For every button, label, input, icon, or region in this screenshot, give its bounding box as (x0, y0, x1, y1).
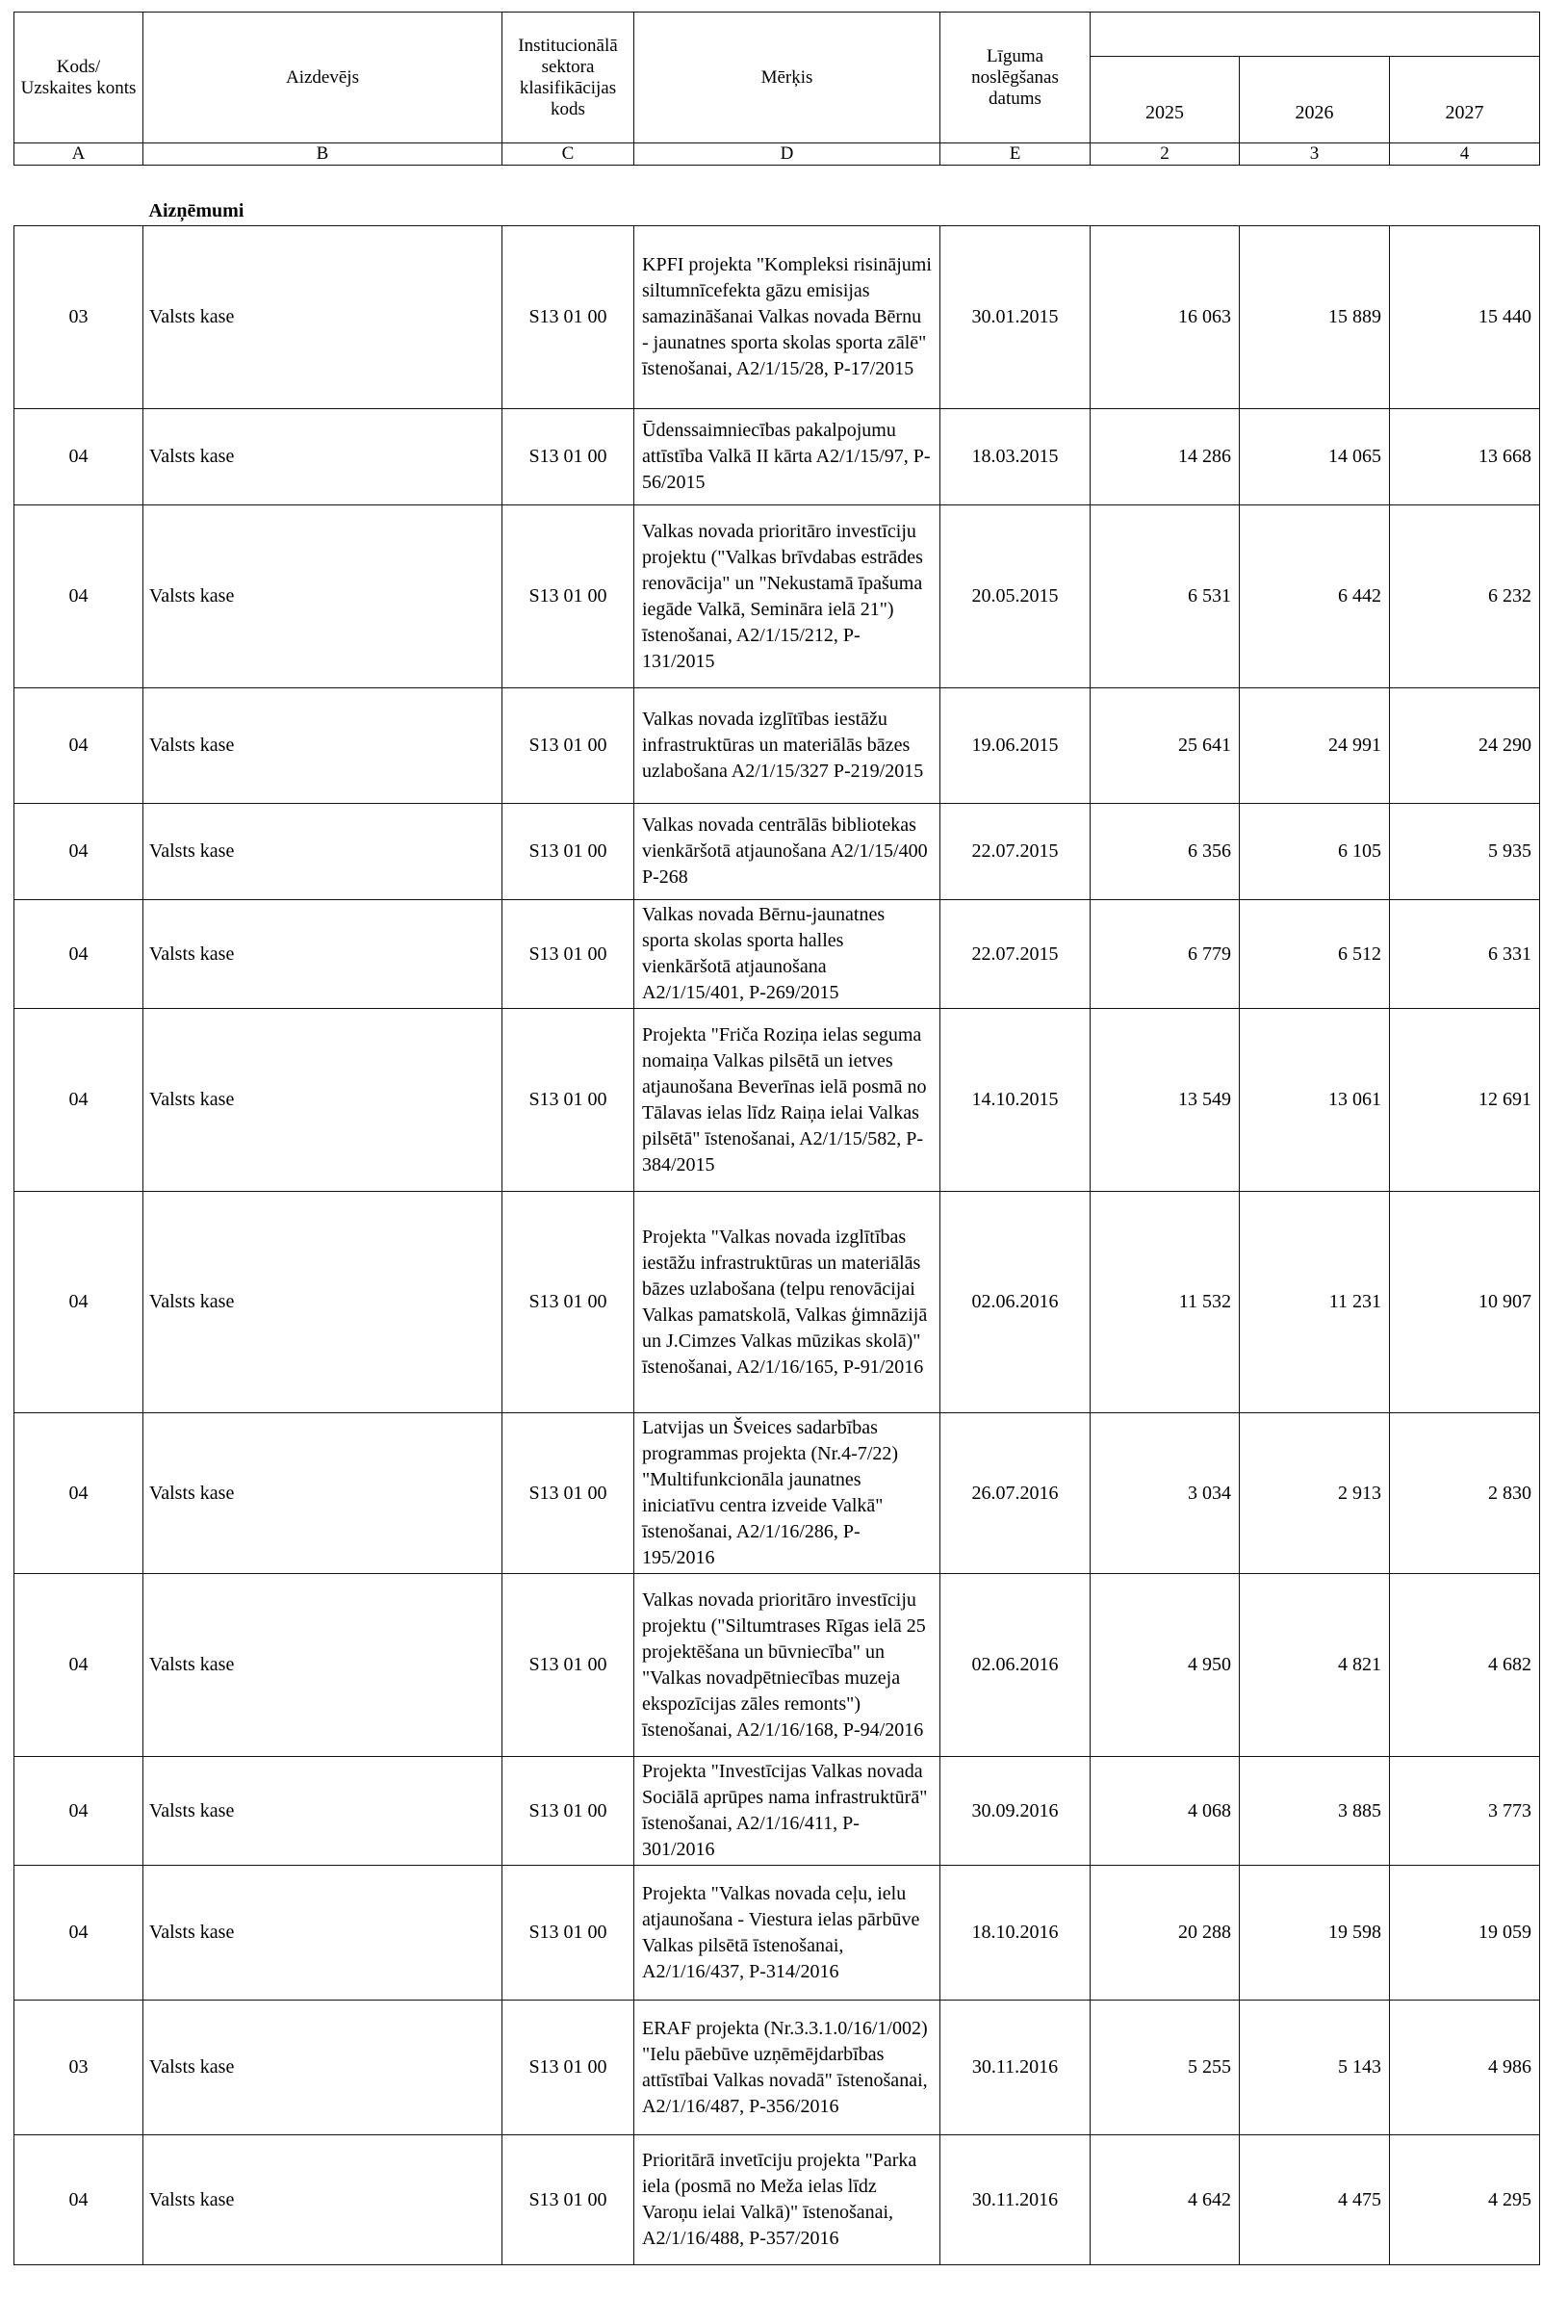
row-code: 04 (14, 1192, 143, 1413)
row-value-2026: 6 512 (1240, 900, 1390, 1009)
row-lender: Valsts kase (143, 2001, 502, 2135)
row-code: 04 (14, 1866, 143, 2001)
row-lender: Valsts kase (143, 226, 502, 409)
row-value-2026: 24 991 (1240, 688, 1390, 804)
row-sector-code: S13 01 00 (502, 688, 634, 804)
row-date: 20.05.2015 (940, 505, 1091, 688)
row-value-2026: 4 475 (1240, 2135, 1390, 2265)
header-year-2026: 2026 (1240, 57, 1390, 143)
row-value-2026: 4 821 (1240, 1574, 1390, 1757)
row-sector-code: S13 01 00 (502, 804, 634, 900)
row-code: 04 (14, 409, 143, 505)
row-value-2027: 24 290 (1390, 688, 1540, 804)
row-goal: Prioritārā invetīciju projekta "Parka iela (posmā no Meža ielas līdz Varoņu ielai Valkā)" īstenošanai, A2/1/16/488, P-357/2016 (634, 2135, 940, 2265)
row-code: 04 (14, 1009, 143, 1192)
row-sector-code: S13 01 00 (502, 1757, 634, 1866)
table-row (14, 1757, 1540, 1866)
row-value-2026: 6 442 (1240, 505, 1390, 688)
header-lender: Aizdevējs (143, 13, 502, 143)
row-code: 04 (14, 1413, 143, 1574)
row-value-2027: 6 331 (1390, 900, 1540, 1009)
row-value-2027: 3 773 (1390, 1757, 1540, 1866)
table-row (14, 1413, 1540, 1574)
row-value-2027: 6 232 (1390, 505, 1540, 688)
row-goal: Projekta "Friča Roziņa ielas seguma nomaiņa Valkas pilsētā un ietves atjaunošana Beverīnas ielā posmā no Tālavas ielas līdz Raiņa ielai Valkas pilsētā" īstenošanai, A2/1/15/582, P-384/2015 (634, 1009, 940, 1192)
row-code: 03 (14, 226, 143, 409)
column-letter: C (502, 143, 634, 166)
row-value-2026: 13 061 (1240, 1009, 1390, 1192)
header-sector: Institucionālā sektora klasifikācijas kods (502, 13, 634, 143)
row-value-2027: 4 682 (1390, 1574, 1540, 1757)
row-goal: Ūdenssaimniecības pakalpojumu attīstība Valkā II kārta A2/1/15/97, P-56/2015 (634, 409, 940, 505)
row-value-2025: 13 549 (1091, 1009, 1240, 1192)
row-value-2025: 4 642 (1091, 2135, 1240, 2265)
row-value-2025: 20 288 (1091, 1866, 1240, 2001)
row-goal: ERAF projekta (Nr.3.3.1.0/16/1/002) "Ielu pāebūve uzņēmējdarbības attīstībai Valkas novadā" īstenošanai, A2/1/16/487, P-356/2016 (634, 2001, 940, 2135)
column-letter: B (143, 143, 502, 166)
row-goal: Valkas novada prioritāro investīciju projektu ("Valkas brīvdabas estrādes renovācija" un "Nekustamā īpašuma iegāde Valkā, Semināra ielā 21") īstenošanai, A2/1/15/212, P-131/2015 (634, 505, 940, 688)
row-goal: Latvijas un Šveices sadarbības programmas projekta (Nr.4-7/22) "Multifunkcionāla jaunatnes iniciatīvu centra izveide Valkā" īstenošanai, A2/1/16/286, P-195/2016 (634, 1413, 940, 1574)
table-row (14, 1192, 1540, 1413)
header-year-2027: 2027 (1390, 57, 1540, 143)
row-value-2025: 6 356 (1091, 804, 1240, 900)
row-value-2025: 4 950 (1091, 1574, 1240, 1757)
row-code: 04 (14, 1574, 143, 1757)
row-code: 04 (14, 804, 143, 900)
header-goal: Mērķis (634, 13, 940, 143)
row-value-2026: 19 598 (1240, 1866, 1390, 2001)
row-code: 04 (14, 505, 143, 688)
row-lender: Valsts kase (143, 1413, 502, 1574)
row-sector-code: S13 01 00 (502, 2135, 634, 2265)
row-lender: Valsts kase (143, 900, 502, 1009)
table-row (14, 1866, 1540, 2001)
row-code: 04 (14, 1757, 143, 1866)
row-value-2027: 5 935 (1390, 804, 1540, 900)
column-letter: E (940, 143, 1091, 166)
row-date: 30.09.2016 (940, 1757, 1091, 1866)
row-date: 02.06.2016 (940, 1574, 1091, 1757)
row-date: 30.11.2016 (940, 2001, 1091, 2135)
header-years-group (1091, 13, 1540, 57)
row-value-2026: 3 885 (1240, 1757, 1390, 1866)
table-row (14, 1574, 1540, 1757)
row-value-2025: 6 779 (1091, 900, 1240, 1009)
row-sector-code: S13 01 00 (502, 1574, 634, 1757)
row-lender: Valsts kase (143, 1866, 502, 2001)
row-value-2027: 4 295 (1390, 2135, 1540, 2265)
row-value-2025: 5 255 (1091, 2001, 1240, 2135)
row-value-2026: 6 105 (1240, 804, 1390, 900)
row-sector-code: S13 01 00 (502, 1192, 634, 1413)
row-sector-code: S13 01 00 (502, 2001, 634, 2135)
row-goal: Valkas novada centrālās bibliotekas vienkāršotā atjaunošana A2/1/15/400 P-268 (634, 804, 940, 900)
row-lender: Valsts kase (143, 1009, 502, 1192)
row-goal: KPFI projekta "Kompleksi risinājumi siltumnīcefekta gāzu emisijas samazināšanai Valkas novada Bērnu - jaunatnes sporta skolas sporta zālē" īstenošanai, A2/1/15/28, P-17/2015 (634, 226, 940, 409)
row-value-2026: 14 065 (1240, 409, 1390, 505)
table-row (14, 1009, 1540, 1192)
row-date: 22.07.2015 (940, 804, 1091, 900)
row-date: 30.11.2016 (940, 2135, 1091, 2265)
loan-table (13, 12, 1540, 2265)
row-sector-code: S13 01 00 (502, 900, 634, 1009)
section-title: Aizņēmumi (148, 199, 244, 221)
row-value-2027: 19 059 (1390, 1866, 1540, 2001)
table-row (14, 226, 1540, 409)
column-letter: A (14, 143, 143, 166)
loan-table-document (13, 12, 1539, 2265)
row-lender: Valsts kase (143, 409, 502, 505)
row-value-2025: 6 531 (1091, 505, 1240, 688)
row-date: 19.06.2015 (940, 688, 1091, 804)
row-goal: Valkas novada izglītības iestāžu infrastruktūras un materiālās bāzes uzlabošana A2/1/15/327 P-219/2015 (634, 688, 940, 804)
table-row (14, 409, 1540, 505)
row-date: 02.06.2016 (940, 1192, 1091, 1413)
row-goal: Projekta "Valkas novada izglītības iestāžu infrastruktūras un materiālās bāzes uzlabošana (telpu renovācijai Valkas pamatskolā, Valkas ģimnāzijā un J.Cimzes Valkas mūzikas skolā)" īstenošanai, A2/1/16/165, P-91/2016 (634, 1192, 940, 1413)
row-value-2025: 4 068 (1091, 1757, 1240, 1866)
table-row (14, 505, 1540, 688)
row-goal: Valkas novada prioritāro investīciju projektu ("Siltumtrases Rīgas ielā 25 projektēšana un būvniecība" un "Valkas novadpētniecības muzeja ekspozīcijas zāles remonts") īstenošanai, A2/1/16/168, P-94/2016 (634, 1574, 940, 1757)
row-lender: Valsts kase (143, 1757, 502, 1866)
row-value-2026: 2 913 (1240, 1413, 1390, 1574)
row-goal: Valkas novada Bērnu-jaunatnes sporta skolas sporta halles vienkāršotā atjaunošana A2/1/15/401, P-269/2015 (634, 900, 940, 1009)
row-value-2025: 25 641 (1091, 688, 1240, 804)
table-row (14, 2135, 1540, 2265)
row-lender: Valsts kase (143, 2135, 502, 2265)
row-sector-code: S13 01 00 (502, 226, 634, 409)
row-date: 22.07.2015 (940, 900, 1091, 1009)
table-row (14, 900, 1540, 1009)
row-value-2025: 3 034 (1091, 1413, 1240, 1574)
row-value-2027: 2 830 (1390, 1413, 1540, 1574)
row-value-2025: 11 532 (1091, 1192, 1240, 1413)
row-goal: Projekta "Investīcijas Valkas novada Sociālā aprūpes nama infrastruktūrā" īstenošanai, A2/1/16/411, P-301/2016 (634, 1757, 940, 1866)
row-sector-code: S13 01 00 (502, 1413, 634, 1574)
row-value-2027: 13 668 (1390, 409, 1540, 505)
row-value-2026: 11 231 (1240, 1192, 1390, 1413)
row-sector-code: S13 01 00 (502, 505, 634, 688)
column-letter: D (634, 143, 940, 166)
row-date: 18.10.2016 (940, 1866, 1091, 2001)
row-value-2027: 12 691 (1390, 1009, 1540, 1192)
row-lender: Valsts kase (143, 505, 502, 688)
row-value-2027: 15 440 (1390, 226, 1540, 409)
row-date: 26.07.2016 (940, 1413, 1091, 1574)
column-letter: 3 (1240, 143, 1390, 166)
row-date: 14.10.2015 (940, 1009, 1091, 1192)
header-date: Līguma noslēgšanas datums (940, 13, 1091, 143)
row-lender: Valsts kase (143, 804, 502, 900)
row-date: 18.03.2015 (940, 409, 1091, 505)
header-year-2025: 2025 (1091, 57, 1240, 143)
table-row (14, 688, 1540, 804)
row-value-2026: 15 889 (1240, 226, 1390, 409)
row-lender: Valsts kase (143, 688, 502, 804)
row-sector-code: S13 01 00 (502, 1009, 634, 1192)
row-goal: Projekta "Valkas novada ceļu, ielu atjaunošana - Viestura ielas pārbūve Valkas pilsētā īstenošanai, A2/1/16/437, P-314/2016 (634, 1866, 940, 2001)
row-value-2027: 10 907 (1390, 1192, 1540, 1413)
header-code: Kods/ Uzskaites konts (14, 13, 143, 143)
row-sector-code: S13 01 00 (502, 1866, 634, 2001)
row-sector-code: S13 01 00 (502, 409, 634, 505)
row-date: 30.01.2015 (940, 226, 1091, 409)
row-code: 04 (14, 900, 143, 1009)
table-row (14, 2001, 1540, 2135)
row-value-2027: 4 986 (1390, 2001, 1540, 2135)
row-value-2025: 14 286 (1091, 409, 1240, 505)
row-code: 03 (14, 2001, 143, 2135)
row-code: 04 (14, 2135, 143, 2265)
table-row (14, 804, 1540, 900)
row-lender: Valsts kase (143, 1574, 502, 1757)
row-lender: Valsts kase (143, 1192, 502, 1413)
row-value-2025: 16 063 (1091, 226, 1240, 409)
column-letter: 4 (1390, 143, 1540, 166)
row-value-2026: 5 143 (1240, 2001, 1390, 2135)
column-letter: 2 (1091, 143, 1240, 166)
row-code: 04 (14, 688, 143, 804)
